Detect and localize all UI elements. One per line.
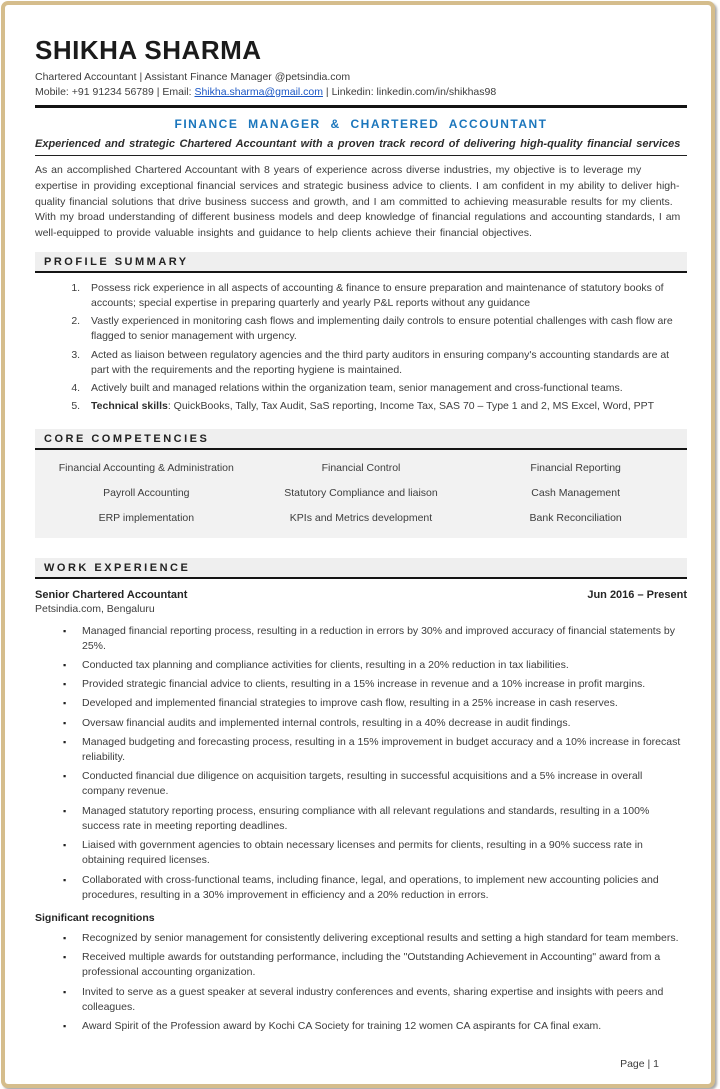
company-location: Petsindia.com, Bengaluru — [35, 602, 155, 615]
recognition-bullet: ▪ Award Spirit of the Profession award by Kochi CA Society for training 12 women CA aspirants for CA final exam. — [63, 1019, 687, 1034]
work-bullet: ▪ Oversaw financial audits and implemented internal controls, resulting in a 40% decrease in audit findings. — [63, 716, 687, 731]
profile-summary-item: 3. Acted as liaison between regulatory agencies and the third party auditors in ensuring company's accounting standards are at part with the requirements and the reporting hygiene is maintained. — [83, 348, 687, 378]
competency-cell: ERP implementation — [98, 511, 195, 524]
candidate-name: SHIKHA SHARMA — [35, 35, 262, 65]
job-header-row — [35, 589, 687, 601]
competency-cell: Statutory Compliance and liaison — [284, 486, 438, 499]
header-divider-thick — [35, 105, 687, 108]
resume-page — [1, 1, 715, 1088]
competency-cell: Cash Management — [531, 486, 621, 499]
contact-line — [35, 86, 687, 98]
work-bullet: ▪ Liaised with government agencies to obtain necessary licenses and permits for clients, resulting in a 90% success rate in obtaining required licenses. — [63, 838, 687, 868]
competency-cell: Bank Reconciliation — [529, 511, 622, 524]
objective-paragraph: As an accomplished Chartered Accountant with 8 years of experience across diverse industries, my objective is to leverage my expertise in providing exceptional financial services and strategic business advice to clients. I am confident in my ability to deliver high-quality financial solutions that drive business success and growth, and I am committed to achieving measurable results for my clients. With my broad understanding of different business models and deep knowledge of financial regulations and accounting standards, I am well-equipped to provide valuable insights and guidance to help clients achieve their financial objectives. — [35, 164, 681, 239]
role-title: FINANCE MANAGER & CHARTERED ACCOUNTANT — [174, 117, 548, 131]
competency-cell: KPIs and Metrics development — [289, 511, 433, 524]
recognition-bullet: ▪ Invited to serve as a guest speaker at several industry conferences and events, sharing expertise and insights with peers and colleagues. — [63, 985, 687, 1015]
recognition-bullet: ▪ Received multiple awards for outstanding performance, including the "Outstanding Achievement in Accounting" award from a professional accounting organization. — [63, 950, 687, 980]
work-bullet: ▪ Managed financial reporting process, resulting in a reduction in errors by 30% and improved accuracy of financial statements by 25%. — [63, 624, 687, 654]
tagline-divider-thin — [35, 155, 687, 156]
work-bullet: ▪ Conducted tax planning and compliance activities for clients, resulting in a 20% reduction in tax liabilities. — [63, 658, 687, 673]
section-heading-work-experience: WORK EXPERIENCE — [35, 558, 687, 579]
resume-header — [35, 35, 687, 98]
profile-summary-item-technical-skills — [83, 399, 687, 414]
profile-summary-item: 1. Possess rick experience in all aspects of accounting & finance to ensure preparation and maintenance of statutory books of accounts; special expertise in preparing quarterly and yearly P&L reports without any guidance — [83, 281, 687, 311]
work-bullet: ▪ Provided strategic financial advice to clients, resulting in a 15% increase in revenue and a 10% increase in profit margins. — [63, 677, 687, 692]
recognitions-heading: Significant recognitions — [35, 912, 155, 924]
work-bullet: ▪ Managed statutory reporting process, ensuring compliance with all relevant regulations and standards, resulting in a 100% success rate in meeting reporting deadlines. — [63, 804, 687, 834]
job-title: Senior Chartered Accountant — [35, 588, 188, 601]
work-bullet: ▪ Conducted financial due diligence on acquisition targets, resulting in successful acquisitions and a 5% increase in overall company revenue. — [63, 769, 687, 799]
candidate-subtitle: Chartered Accountant | Assistant Finance Manager @petsindia.com — [35, 71, 351, 83]
technical-skills-label: Technical skills — [91, 400, 168, 413]
section-heading-profile-summary: PROFILE SUMMARY — [35, 252, 687, 273]
work-bullet: ▪ Developed and implemented financial strategies to improve cash flow, resulting in a 25% increase in cash reserves. — [63, 696, 687, 711]
profile-summary-item: 2. Vastly experienced in monitoring cash flows and implementing daily controls to ensure potential challenges with cash flow are flagged to senior management with urgency. — [83, 314, 687, 344]
email-link[interactable]: Shikha.sharma@gmail.com — [194, 86, 324, 98]
core-competencies-grid — [35, 450, 687, 538]
tagline: Experienced and strategic Chartered Accountant with a proven track record of delivering high-quality financial services — [35, 138, 681, 150]
page-number: Page | 1 — [620, 1058, 659, 1071]
recognitions-bullets — [35, 931, 687, 1034]
competency-cell: Financial Reporting — [530, 461, 621, 474]
competency-cell: Financial Accounting & Administration — [58, 461, 234, 474]
contact-suffix: | Linkedin: linkedin.com/in/shikhas98 — [323, 86, 497, 98]
work-bullet: ▪ Managed budgeting and forecasting process, resulting in a 15% improvement in budget accuracy and a 10% increase in forecast reliability. — [63, 735, 687, 765]
profile-summary-item: 4. Actively built and managed relations within the organization team, senior management and cross-functional teams. — [83, 381, 687, 396]
recognition-bullet: ▪ Recognized by senior management for consistently delivering exceptional results and setting a high standard for team members. — [63, 931, 687, 946]
work-experience-bullets — [35, 624, 687, 904]
competency-cell: Financial Control — [321, 461, 401, 474]
job-dates: Jun 2016 – Present — [587, 588, 687, 601]
technical-skills-text: : QuickBooks, Tally, Tax Audit, SaS reporting, Income Tax, SAS 70 – Type 1 and 2, MS Excel, Word, PPT — [167, 400, 655, 413]
competency-cell: Payroll Accounting — [103, 486, 190, 499]
work-bullet: ▪ Collaborated with cross-functional teams, including finance, legal, and operations, to implement new accounting policies and procedures, resulting in a 30% improvement in efficiency and a 20% reduction in errors. — [63, 873, 687, 903]
section-heading-core-competencies: CORE COMPETENCIES — [35, 429, 687, 450]
contact-prefix: Mobile: +91 91234 56789 | Email: — [35, 86, 195, 98]
profile-summary-list — [35, 281, 687, 415]
